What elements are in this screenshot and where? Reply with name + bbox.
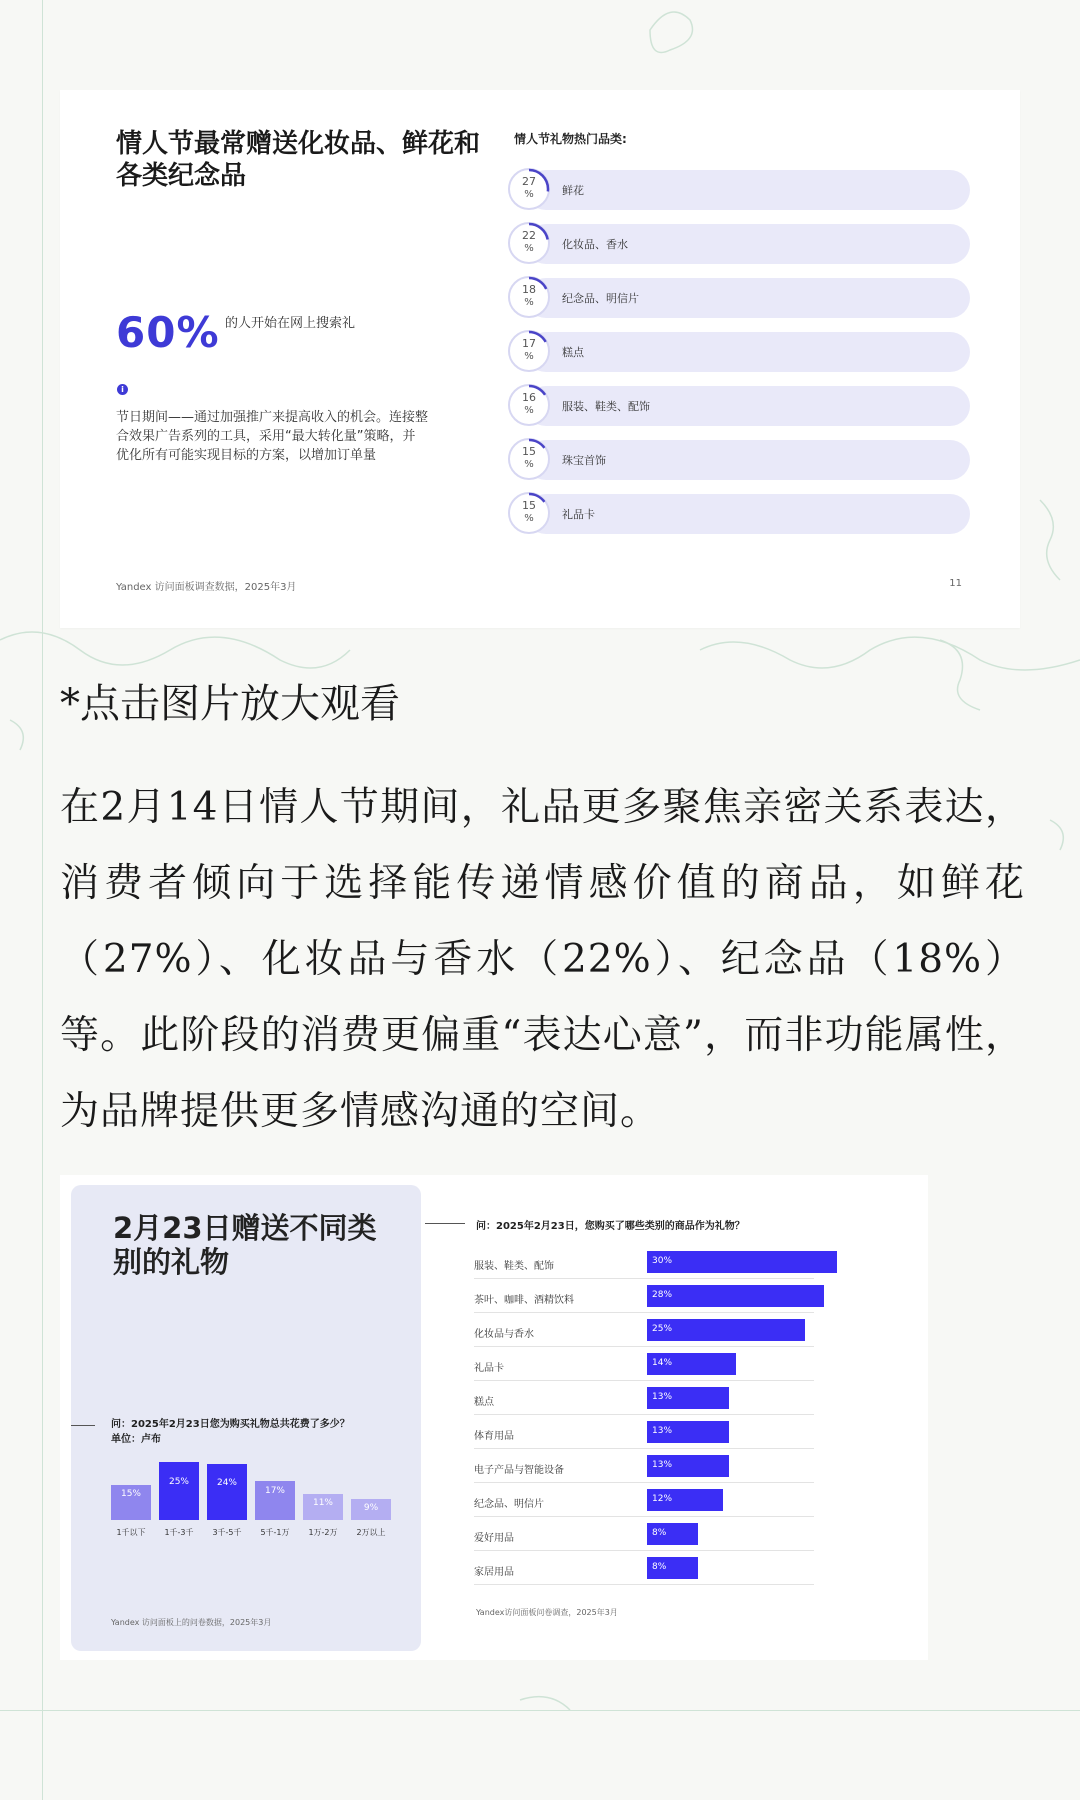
category-row [474,1347,814,1381]
ring-percent: % [524,189,534,200]
category-label: 家居用品 [474,1567,514,1578]
percent-ring [508,330,550,372]
category-row [474,1245,814,1279]
slide-source: Yandex 访问面板调查数据，2025年3月 [116,582,297,593]
category-label: 爱好用品 [474,1533,514,1544]
divider [425,1223,465,1224]
category-bar-value: 28% [652,1290,673,1300]
list-item [508,330,962,374]
percent-ring [508,168,550,210]
spend-category-label: 3千-5千 [212,1528,242,1537]
ring-number: 22 [522,229,536,242]
spend-category-label: 2万以上 [356,1528,386,1537]
category-label: 纪念品、明信片 [474,1499,544,1510]
category-row [474,1517,814,1551]
spend-bar-label: 24% [216,1478,237,1489]
category-row [474,1279,814,1313]
category-bar-value: 13% [652,1460,673,1470]
zoom-hint: *点击图片放大观看 [60,681,400,727]
percent-ring [508,222,550,264]
spend-bar-label: 9% [363,1503,379,1514]
decorative-horizontal-line [0,1710,1080,1711]
spend-category-label: 5千-1万 [260,1528,290,1537]
ring-percent: % [524,297,534,308]
slide-page-number: 11 [949,578,962,589]
spend-bar-label: 15% [120,1489,141,1500]
spend-bar [303,1494,343,1520]
list-item-label: 化妆品、香水 [562,238,628,251]
category-bar-value: 8% [652,1562,667,1572]
category-bar-value: 30% [652,1256,673,1266]
slide-title: 情人节最常赠送化妆品、鲜花和各类纪念品 [116,129,481,191]
ring-number: 16 [522,391,536,404]
left-panel [71,1185,421,1651]
category-bar-value: 13% [652,1426,673,1436]
list-item [508,276,962,320]
panel-title: 2月23日赠送不同类别的礼物 [113,1211,377,1279]
ring-percent: % [524,459,534,470]
category-bar [647,1353,736,1375]
spend-unit: 单位：卢布 [111,1434,161,1445]
percent-ring [508,438,550,480]
list-item-label: 珠宝首饰 [562,454,606,467]
ring-number: 18 [522,283,536,296]
spend-bar [111,1485,151,1520]
spend-category-label: 1千-3千 [164,1528,194,1537]
slide-image-gift-categories[interactable] [60,90,1020,628]
spend-bar [255,1481,295,1520]
ring-percent: % [524,405,534,416]
list-item-label: 服装、鞋类、配饰 [562,400,650,413]
list-item [508,384,962,428]
spend-category-label: 1千以下 [116,1528,146,1537]
spend-question: 问：2025年2月23日您为购买礼物总共花费了多少？ [111,1419,350,1430]
percent-ring [508,276,550,318]
category-label: 体育用品 [474,1431,514,1442]
category-bar [647,1489,723,1511]
category-label: 茶叶、咖啡、酒精饮料 [474,1295,574,1306]
spend-bar [159,1462,199,1520]
category-bar [647,1455,729,1477]
category-bar-value: 25% [652,1324,673,1334]
category-label: 电子产品与智能设备 [474,1465,564,1476]
category-label: 服装、鞋类、配饰 [474,1261,554,1272]
spend-bar [351,1499,391,1520]
list-item-pill [526,332,970,372]
list-item-label: 糕点 [562,346,584,359]
stat-value: 60% [116,308,220,357]
category-bar [647,1557,698,1579]
category-label: 化妆品与香水 [474,1329,534,1340]
category-label: 礼品卡 [474,1363,504,1374]
category-bar [647,1251,837,1273]
spend-bar-label: 25% [168,1477,189,1487]
category-bar [647,1387,729,1409]
list-item-label: 鲜花 [562,184,584,197]
category-bar-value: 12% [652,1494,673,1504]
category-label: 糕点 [474,1397,494,1408]
category-bar [647,1319,805,1341]
category-row [474,1449,814,1483]
category-bar-value: 8% [652,1528,667,1538]
category-row [474,1313,814,1347]
spend-bar [207,1464,247,1520]
category-bar [647,1523,698,1545]
list-title: 情人节礼物热门品类: [514,132,627,146]
list-item-label: 纪念品、明信片 [562,292,639,305]
slide-note: 节日期间——通过加强推广来提高收入的机会。连接整合效果广告系列的工具，采用“最大转化量”策略，并优化所有可能实现目标的方案，以增加订单量 [116,410,429,463]
spend-bar-chart [111,1460,411,1520]
category-bar-chart [474,1245,814,1585]
list-item-pill [526,170,970,210]
list-item-label: 礼品卡 [562,508,595,521]
ring-percent: % [524,513,534,524]
category-bar-value: 13% [652,1392,673,1402]
ring-number: 27 [522,175,536,188]
category-list [508,168,962,546]
ring-percent: % [524,243,534,254]
decorative-vertical-line [42,0,43,1800]
category-bar [647,1421,729,1443]
category-row [474,1381,814,1415]
category-row [474,1415,814,1449]
ring-number: 17 [522,337,536,350]
category-row [474,1551,814,1585]
ring-number: 15 [522,445,536,458]
category-question: 问：2025年2月23日，您购买了哪些类别的商品作为礼物？ [476,1221,745,1232]
divider [71,1425,95,1426]
percent-ring [508,384,550,426]
body-paragraph: 在2月14日情人节期间，礼品更多聚焦亲密关系表达，消费者倾向于选择能传递情感价值的商品，如鲜花（27%）、化妆品与香水（22%）、纪念品（18%）等。此阶段的消费更偏重“表达心意”，而非功能属性，为品牌提供更多情感沟通的空间。 [60,785,1025,1134]
info-icon: i [117,384,128,395]
list-item [508,168,962,212]
category-bar-value: 14% [652,1358,673,1368]
spend-bar-label: 11% [312,1498,333,1509]
stat-description: 的人开始在网上搜索礼 [225,316,356,331]
spend-bar-label: 17% [264,1486,285,1497]
category-row [474,1483,814,1517]
left-source: Yandex 访问面板上的问卷数据，2025年3月 [111,1618,272,1627]
right-source: Yandex访问面板问卷调查，2025年3月 [476,1608,618,1617]
list-item [508,492,962,536]
list-item [508,222,962,266]
list-item [508,438,962,482]
percent-ring [508,492,550,534]
category-bar [647,1285,824,1307]
ring-percent: % [524,351,534,362]
spend-category-label: 1万-2万 [308,1528,338,1537]
ring-number: 15 [522,499,536,512]
slide-image-feb23-gifts[interactable] [60,1175,928,1660]
